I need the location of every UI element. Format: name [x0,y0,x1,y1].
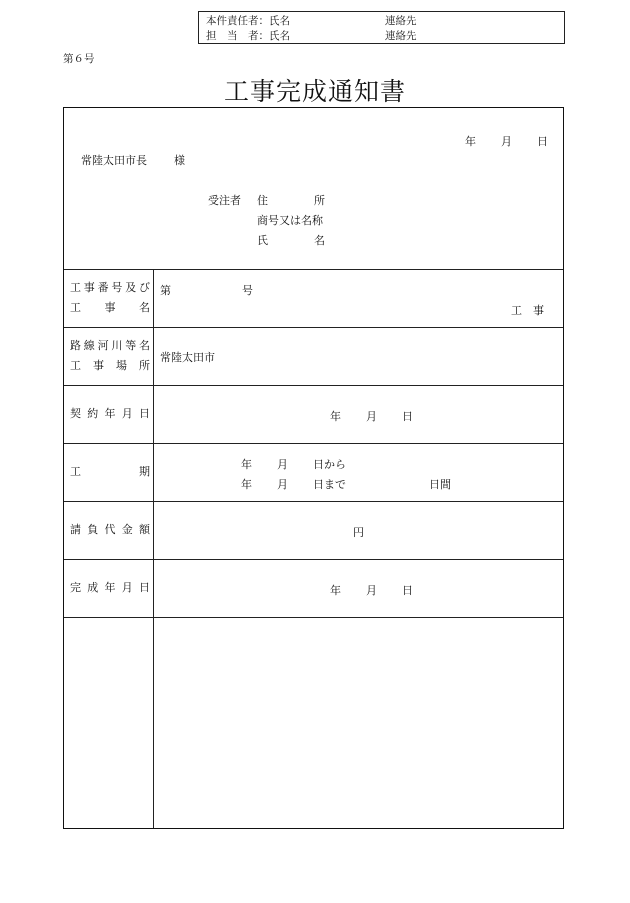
period-to-month: 月 [277,478,288,491]
contractor-name-label-2: 名 [314,234,325,247]
row-divider [64,617,563,618]
contractor-company-label: 商号又は名称 [257,214,323,227]
location-label: 路 線 河 川 等 名 工 事 場 所 [70,339,150,372]
person-contact-label: 連絡先 [385,30,417,42]
addressee-name: 常陸太田市長 [81,154,147,167]
row-divider [64,327,563,328]
date-year: 年 [465,135,476,148]
completion-month: 月 [366,584,377,597]
page-title: 工事完成通知書 [223,77,406,106]
contact-box [198,11,565,44]
form-number: 第６号 [63,53,95,65]
contractor-name-label-1: 氏 [257,234,268,247]
contract-day: 日 [402,410,413,423]
row-divider [64,443,563,444]
period-from-year: 年 [241,458,252,471]
column-divider [153,269,154,828]
completion-day: 日 [402,584,413,597]
date-day: 日 [537,135,548,148]
contract-month: 月 [366,410,377,423]
row-divider [64,501,563,502]
contractor-address-label-2: 所 [314,194,325,207]
work-number-prefix: 第 [160,284,171,297]
row-divider [64,385,563,386]
contractor-address-label-1: 住 [257,194,268,207]
row-divider [64,559,563,560]
responsible-contact-label: 連絡先 [385,15,417,27]
work-number-label: 工 事 番 号 及 び 工 事 名 [70,281,150,314]
completion-year: 年 [330,584,341,597]
contract-date-label: 契 約 年 月 日 [70,407,150,420]
period-from-day: 日から [313,458,346,471]
responsible-person-label: 本件責任者：氏名 [206,15,290,27]
work-number-suffix: 号 [242,284,253,297]
period-from-month: 月 [277,458,288,471]
period-days: 日間 [429,478,451,491]
date-month: 月 [501,135,512,148]
period-to-year: 年 [241,478,252,491]
addressee-honorific: 様 [174,154,185,167]
completion-date-label: 完 成 年 月 日 [70,581,150,594]
location-value: 常陸太田市 [160,351,215,364]
contractor-role: 受注者 [208,194,241,207]
period-to-day: 日まで [313,478,346,491]
person-in-charge-label: 担 当 者：氏名 [206,30,290,42]
row-divider [64,269,563,270]
amount-label: 請 負 代 金 額 [70,523,150,536]
form-frame [63,107,564,829]
amount-unit: 円 [353,526,364,539]
contract-year: 年 [330,410,341,423]
period-label: 工 期 [70,465,150,478]
work-name-suffix: 工 事 [511,304,544,317]
